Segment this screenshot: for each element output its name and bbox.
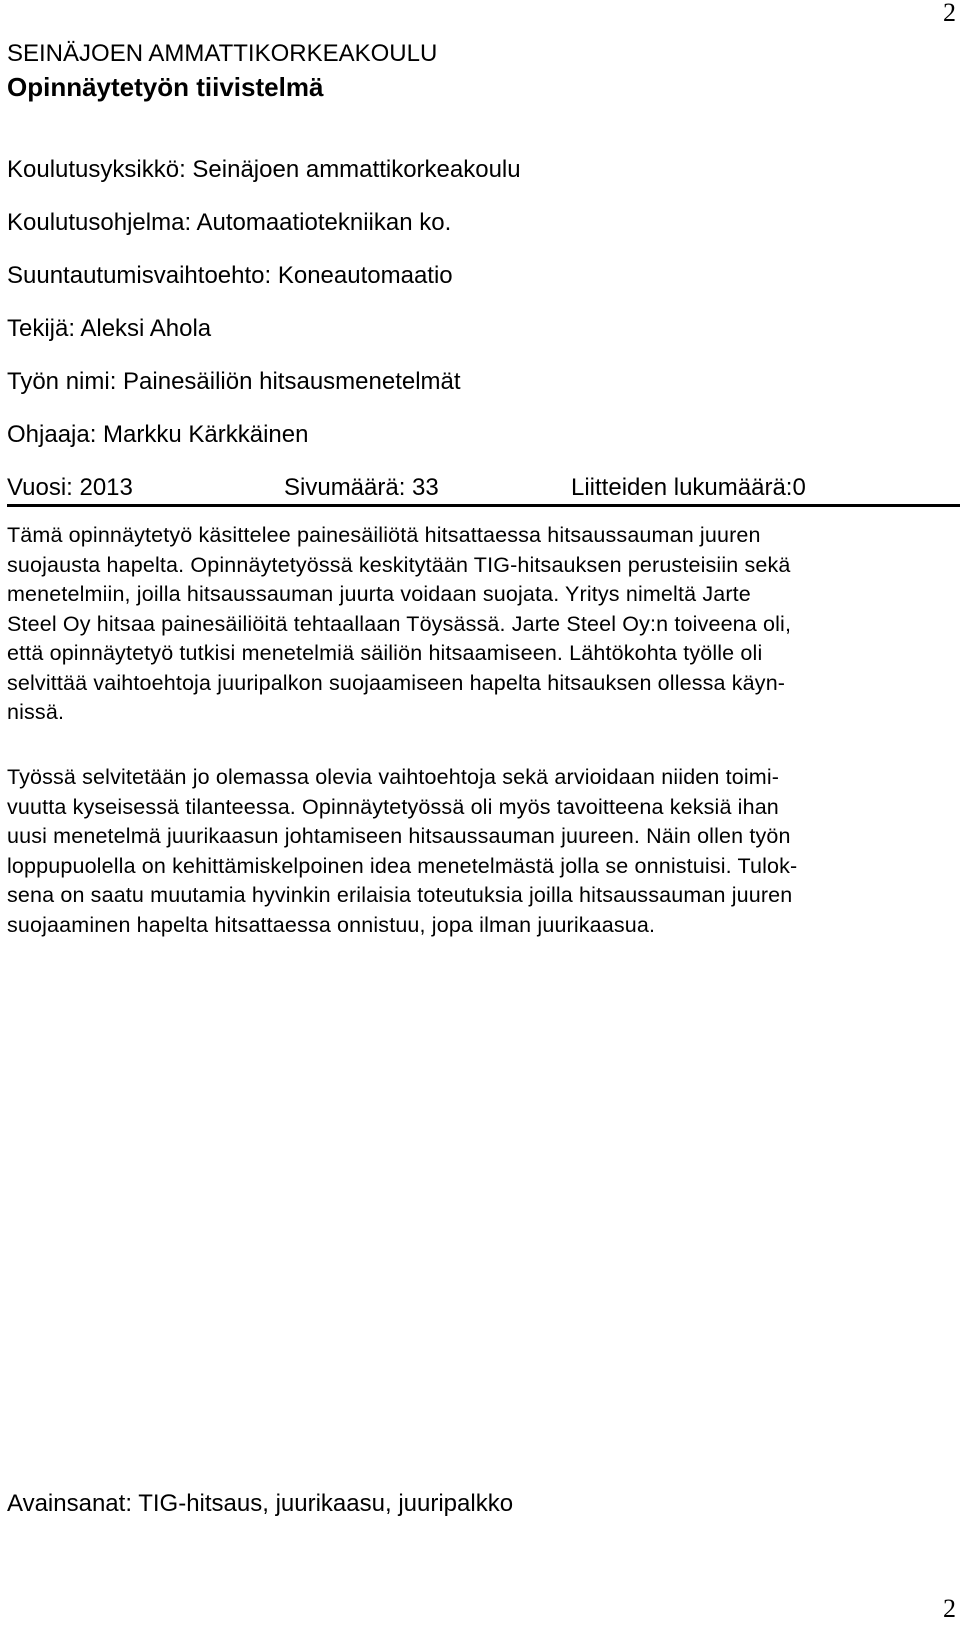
abstract-paragraph-1 <box>7 521 937 728</box>
abstract-line: suojaaminen hapelta hitsattaessa onnistuu, jopa ilman juurikaasua. <box>7 912 656 937</box>
field-unit: Koulutusyksikkö: Seinäjoen ammattikorkeakoulu <box>7 156 521 183</box>
abstract-line: loppupuolella on kehittämiskelpoinen idea menetelmästä jolla se onnistuisi. Tulok- <box>7 853 798 878</box>
abstract-line: Tämä opinnäytetyö käsittelee painesäiliötä hitsattaessa hitsaussauman juuren <box>7 523 761 547</box>
page-title: Opinnäytetyön tiivistelmä <box>7 72 324 102</box>
field-thesis-title: Työn nimi: Painesäiliön hitsausmenetelmät <box>7 368 461 395</box>
abstract-line: menetelmiin, joilla hitsaussauman juurta voidaan suojata. Yritys nimeltä Jarte <box>7 582 751 606</box>
keywords: Avainsanat: TIG-hitsaus, juurikaasu, juuripalkko <box>7 1490 514 1517</box>
abstract-line: Steel Oy hitsaa painesäiliöitä tehtaallaan Töysässä. Jarte Steel Oy:n toiveena oli, <box>7 611 792 636</box>
abstract-line: että opinnäytetyö tutkisi menetelmiä säiliön hitsaamiseen. Lähtökohta työlle oli <box>7 641 763 665</box>
meta-attachments: Liitteiden lukumäärä:0 <box>571 474 806 501</box>
abstract-line: uusi menetelmä juurikaasun johtamiseen hitsaussauman juureen. Näin ollen työn <box>7 824 791 848</box>
abstract-line: sena on saatu muutamia hyvinkin erilaisia toteutuksia joilla hitsaussauman juuren <box>7 883 793 907</box>
page-number-bottom: 2 <box>943 1594 956 1623</box>
divider-rule <box>7 504 960 507</box>
school-name: SEINÄJOEN AMMATTIKORKEAKOULU <box>7 40 438 67</box>
abstract-line: Työssä selvitetään jo olemassa olevia vaihtoehtoja sekä arvioidaan niiden toimi- <box>7 765 780 789</box>
field-author: Tekijä: Aleksi Ahola <box>7 315 212 342</box>
field-specialisation: Suuntautumisvaihtoehto: Koneautomaatio <box>7 262 453 289</box>
abstract-line: selvittää vaihtoehtoja juuripalkon suojaamiseen hapelta hitsauksen ollessa käyn- <box>7 670 786 695</box>
field-programme: Koulutusohjelma: Automaatiotekniikan ko. <box>7 209 452 236</box>
field-supervisor: Ohjaaja: Markku Kärkkäinen <box>7 421 309 448</box>
abstract-paragraph-2 <box>7 763 937 940</box>
page-number-top: 2 <box>943 0 956 27</box>
abstract-line: vuutta kyseisessä tilanteessa. Opinnäytetyössä oli myös tavoitteena keksiä ihan <box>7 794 779 819</box>
meta-pages: Sivumäärä: 33 <box>284 474 439 501</box>
abstract-line: nissä. <box>7 700 65 724</box>
abstract-line: suojausta hapelta. Opinnäytetyössä keskitytään TIG-hitsauksen perusteisiin sekä <box>7 552 791 577</box>
meta-year: Vuosi: 2013 <box>7 474 133 501</box>
